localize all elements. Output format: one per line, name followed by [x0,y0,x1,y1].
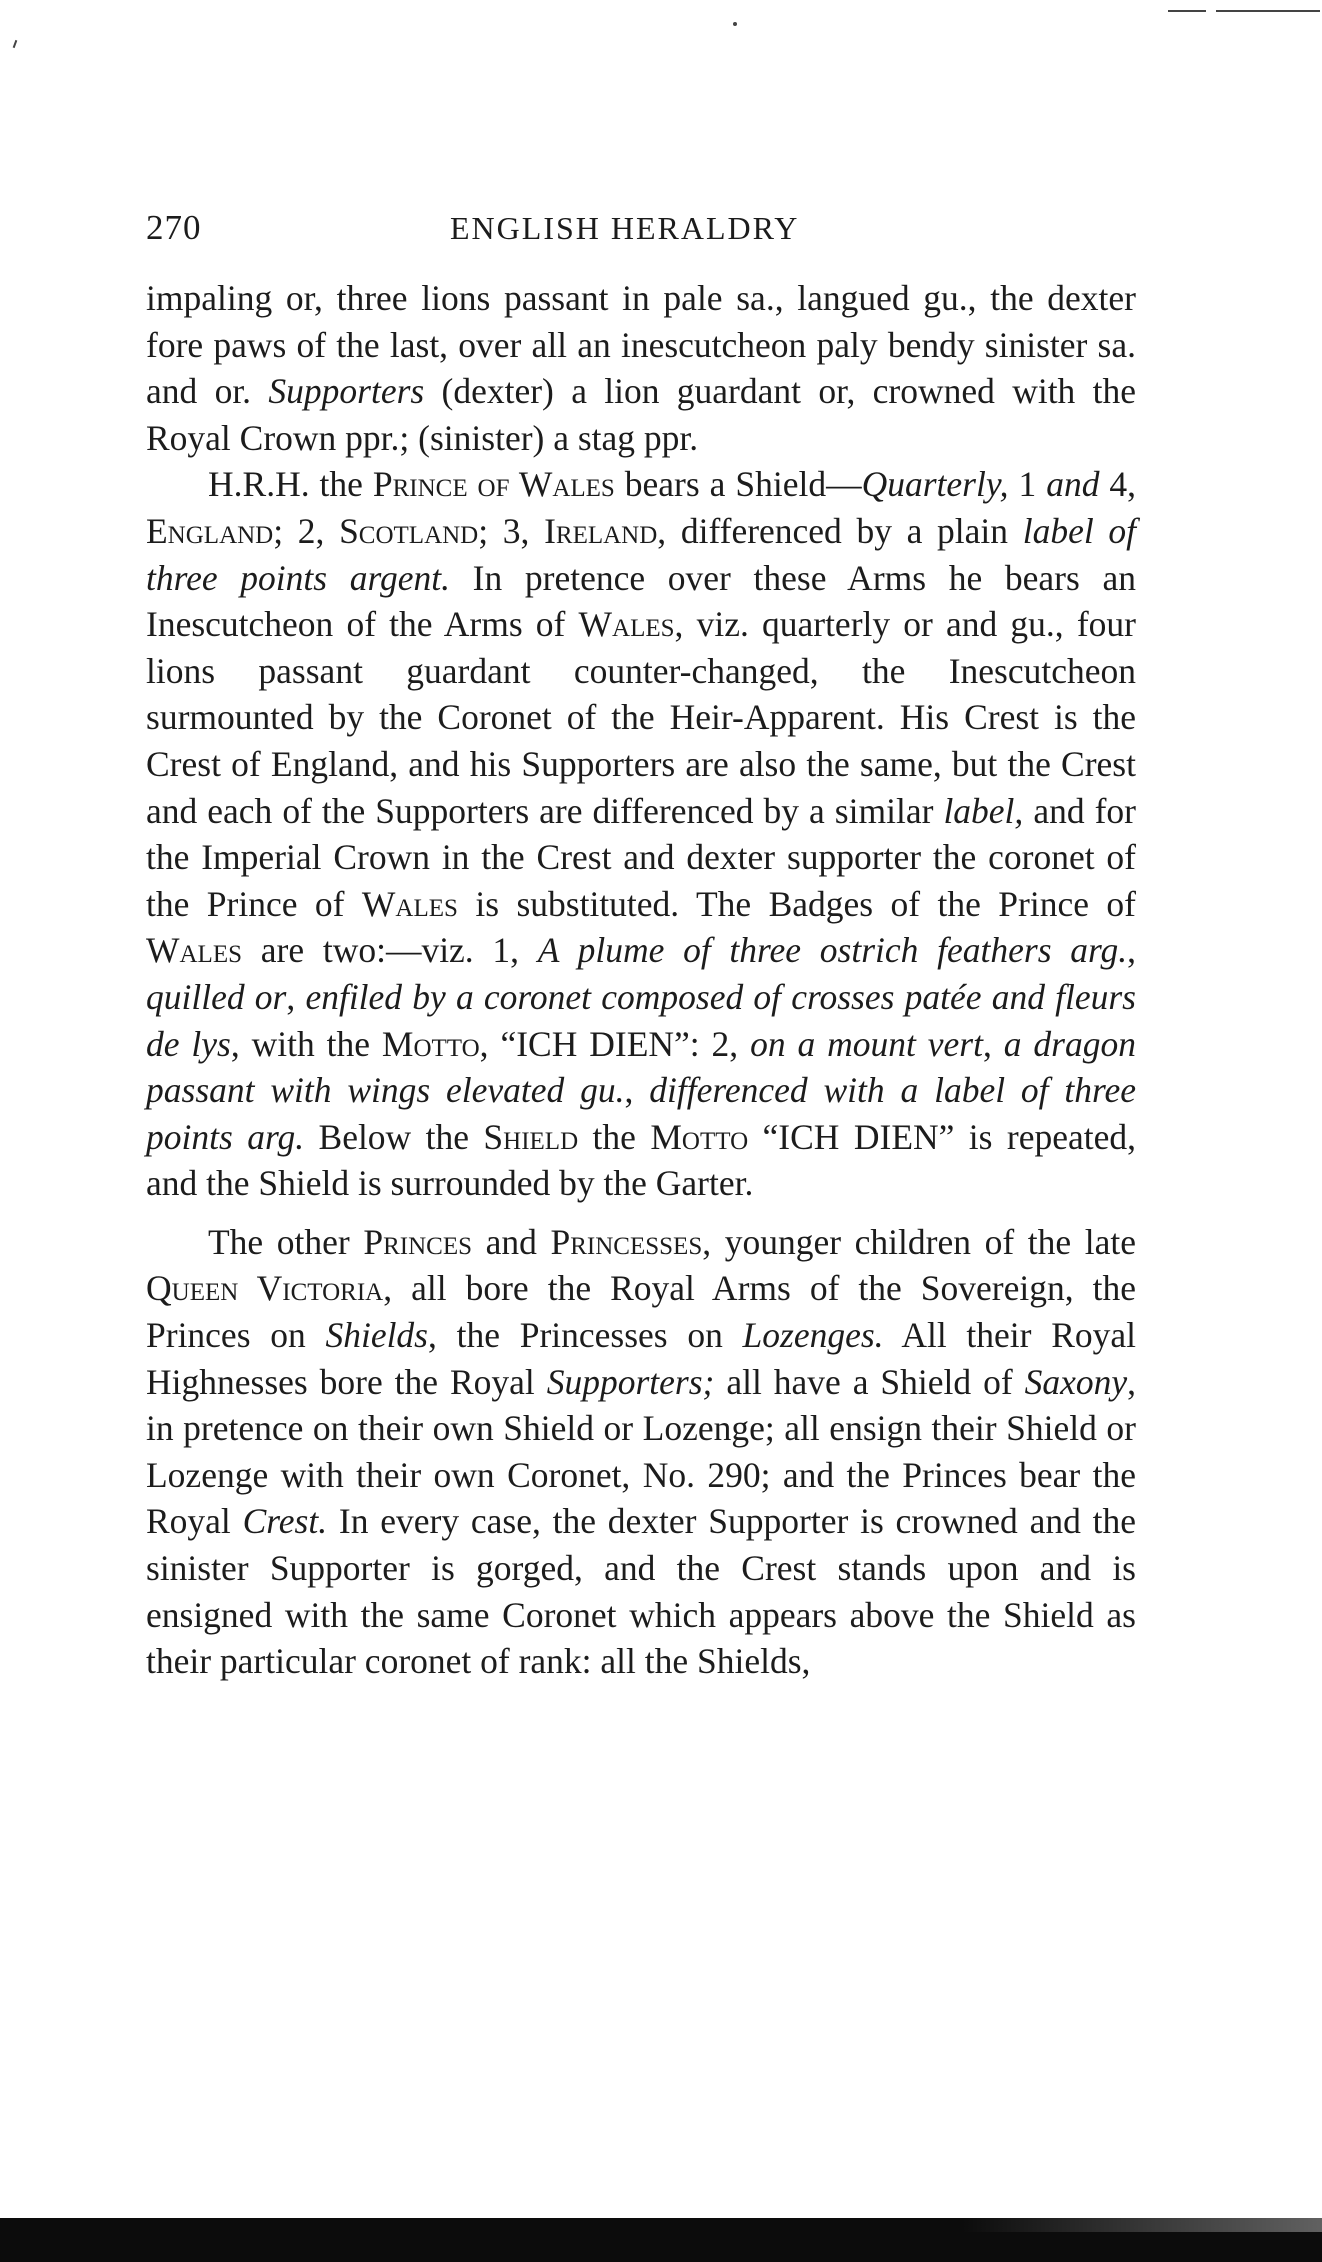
scan-mark [13,40,18,48]
text-run: impaling or, three lions passant in pale sa., langued gu., the dexter fore paws of the last, over all an inescutcheon paly bendy sinister sa. and or. [146,278,1136,412]
italic-text: Quarterly, [861,464,1009,505]
italic-text: Lozenges. [742,1315,884,1356]
text-run: , in pretence on their own Shield or Lozenge; all ensign their Shield or Lozenge with their own Coronet, No. 290; and the Princes bear the Royal [146,1361,1136,1542]
text-run: , all bore the Royal Arms of the Sovereign, the Princes on [146,1268,1136,1356]
text-run: all have a Shield of [714,1361,1025,1402]
scan-mark [1168,10,1206,12]
small-caps-text: Prince of Wales [372,464,615,505]
italic-text: Supporters; [546,1361,715,1402]
text-run: All their Royal Highnesses bore the Royal [146,1315,1136,1402]
text-run: The other [208,1221,364,1262]
text-run: and [472,1221,551,1262]
text-run: , with the [230,1023,382,1064]
italic-text: label of three points argent. [146,510,1136,598]
italic-text: Crest. [242,1501,328,1542]
italic-text: and [1046,464,1100,505]
small-caps-text: Scotland [339,510,479,551]
italic-text: a dragon passant with wings elevated gu. [146,1023,1136,1111]
text-run: In every case, the dexter Supporter is crowned and the sinister Supporter is gorged, and the Crest stands upon and is ensigned with the same Coronet which appears above the Shield as their particular coronet of rank: all the Shields, [146,1501,1136,1682]
small-caps-text: Shield [483,1116,579,1157]
text-run: , [286,976,306,1017]
italic-text: quilled or [146,976,287,1017]
paragraph [146,275,1136,461]
italic-text: Supporters [268,371,425,412]
small-caps-text: England [146,510,274,551]
text-run: , [982,1023,1004,1064]
running-header [146,208,1136,252]
text-run: is substituted. The Badges of the Prince of [457,883,1137,924]
text-run: 4, [1099,464,1137,505]
small-caps-text: Queen Victoria [146,1268,384,1309]
text-run: In pretence over these Arms he bears an Inescutcheon of the Arms of [146,557,1136,645]
small-caps-text: Princesses [550,1221,703,1262]
scan-mark [1216,10,1320,12]
running-title: ENGLISH HERALDRY [450,210,800,246]
text-run: , [1127,930,1136,971]
small-caps-text: Princes [363,1221,473,1262]
italic-text: enfiled by a coronet composed of crosses patée and fleurs de lys [146,976,1136,1064]
italic-text: Shields [325,1315,429,1356]
text-run: “ICH DIEN” is repeated, and the Shield is surrounded by the Garter. [146,1116,1136,1204]
text-run: Below the [304,1116,484,1157]
text-run: the [578,1116,651,1157]
italic-text: Saxony [1024,1361,1128,1402]
text-run: are two:—viz. 1, [242,930,538,971]
text-run: , [624,1070,650,1111]
italic-text: label, [943,790,1024,831]
text-run: bears a Shield— [614,464,862,505]
text-run: H.R.H. the [208,464,373,505]
paragraph [146,1219,1136,1685]
italic-text: differenced with a label of three points arg. [146,1070,1136,1157]
text-run: ; 2, [273,510,340,551]
small-caps-text: Ireland [544,510,658,551]
italic-text: A plume of three ostrich feathers arg. [537,930,1128,971]
body-text [146,275,1136,1685]
small-caps-text: Wales [578,604,675,645]
small-caps-text: Motto [650,1116,749,1157]
text-run: and for the Imperial Crown in the Crest and dexter supporter the coronet of the Prince of [146,790,1136,924]
text-run: , viz. quarterly or and gu., four lions passant guardant counter-changed, the Inescutcheon surmounted by the Coronet of the Heir-Apparent. His Crest is the Crest of England, and his Supporters are also the same, but the Crest and each of the Supporters are differenced by a similar [146,604,1136,831]
text-run: 1 [1008,464,1047,505]
paragraph [146,461,1136,1207]
scan-edge-bar [0,2218,1322,2262]
italic-text: on a mount vert [750,1023,983,1064]
small-caps-text: Wales [361,883,458,924]
text-run: ; 3, [478,510,545,551]
text-run: , “ICH DIEN”: 2, [479,1023,751,1064]
text-run: , differenced by a plain [657,510,1023,551]
text-run: , the Princesses on [428,1315,743,1356]
scan-edge-fade [962,2218,1322,2232]
page-number: 270 [146,208,202,247]
text-run: , younger children of the late [702,1221,1136,1262]
text-run: (dexter) a lion guardant or, crowned with the Royal Crown ppr.; (sinister) a stag ppr. [146,371,1136,458]
small-caps-text: Wales [146,930,243,971]
small-caps-text: Motto [381,1023,480,1064]
scan-mark [733,22,737,26]
